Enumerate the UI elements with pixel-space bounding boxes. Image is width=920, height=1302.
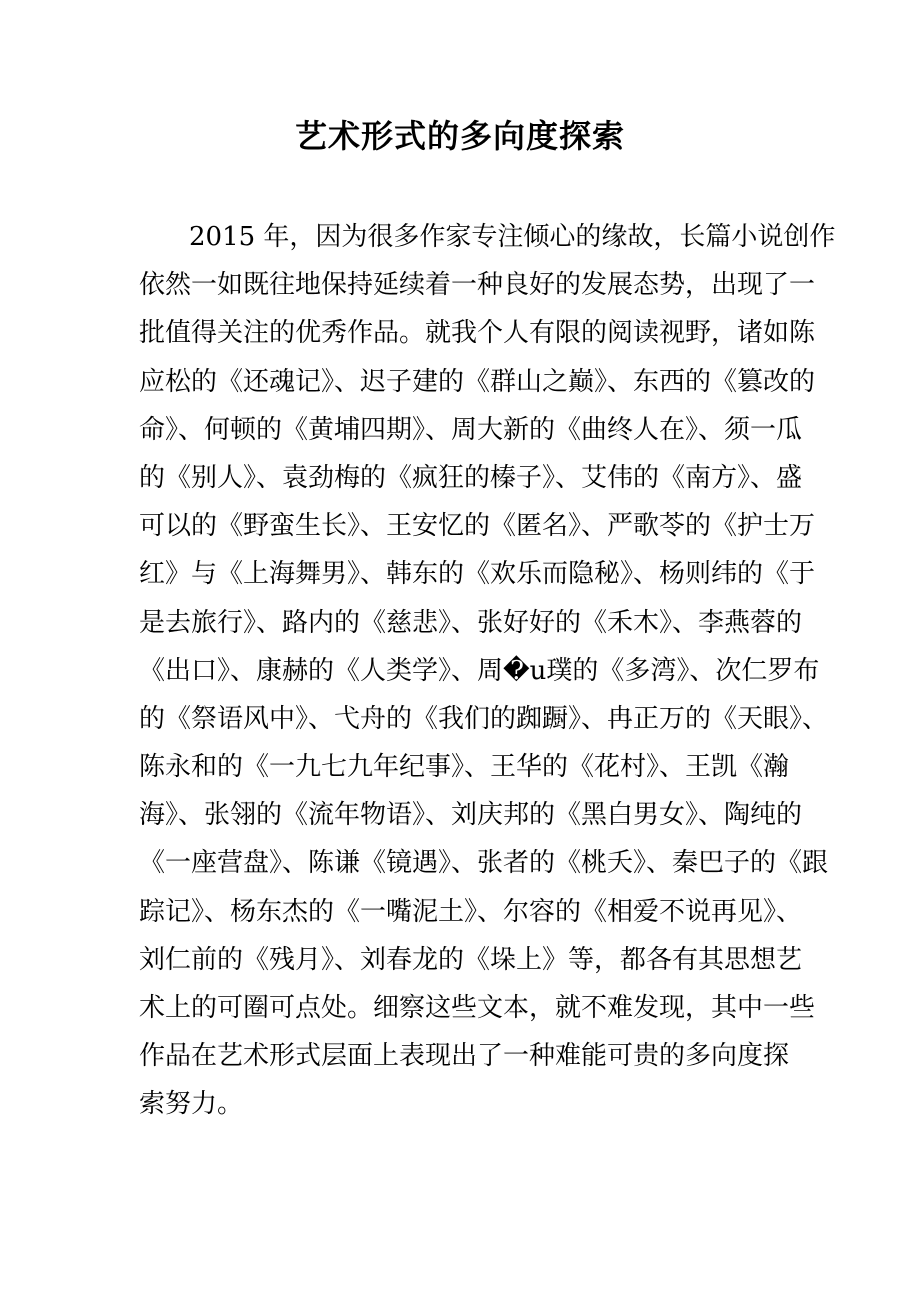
paragraph-line: 红》与《上海舞男》、韩东的《欢乐而隐秘》、杨则纬的《于: [139, 559, 816, 590]
paragraph-line: 踪记》、杨东杰的《一嘴泥土》、尔容的《相爱不说再见》、: [139, 896, 803, 927]
paragraph-line: 的《祭语风中》、弋舟的《我们的踟蹰》、冉正万的《天眼》、: [139, 703, 829, 734]
paragraph-line: 《一座营盘》、陈谦《镜遇》、张者的《桃夭》、秦巴子的《跟: [139, 848, 829, 879]
paragraph-line: 可以的《野蛮生长》、王安忆的《匿名》、严歌苓的《护士万: [139, 511, 816, 542]
paragraph-line: 术上的可圈可点处。细察这些文本，就不难发现，其中一些: [139, 993, 816, 1023]
paragraph-line: 《出口》、康赫的《人类学》、周�u璞的《多湾》、次仁罗布: [139, 655, 820, 686]
paragraph-line: 是去旅行》、路内的《慈悲》、张好好的《禾木》、李燕蓉的: [139, 607, 803, 638]
paragraph-line: 批值得关注的优秀作品。就我个人有限的阅读视野，诸如陈: [139, 318, 816, 349]
paragraph-line: 海》、张翎的《流年物语》、刘庆邦的《黑白男女》、陶纯的: [139, 800, 803, 831]
paragraph-line: 2015 年，因为很多作家专注倾心的缘故，长篇小说创作: [189, 222, 836, 252]
paragraph-line: 命》、何顿的《黄埔四期》、周大新的《曲终人在》、须一瓜: [139, 414, 803, 445]
paragraph-line: 的《别人》、袁劲梅的《疯狂的榛子》、艾伟的《南方》、盛: [139, 462, 803, 493]
paragraph-line: 作品在艺术形式层面上表现出了一种难能可贵的多向度探: [139, 1041, 790, 1072]
paragraph-line: 陈永和的《一九七九年纪事》、王华的《花村》、王凯《瀚: [139, 752, 790, 783]
paragraph-line: 索努力。: [139, 1089, 244, 1120]
body-paragraph: [139, 213, 836, 1129]
paragraph-line: 应松的《还魂记》、迟子建的《群山之巅》、东西的《篡改的: [139, 366, 816, 397]
document-title: 艺术形式的多向度探索: [294, 117, 625, 155]
paragraph-line: 刘仁前的《残月》、刘春龙的《垛上》等，都各有其思想艺: [139, 944, 803, 975]
paragraph-line: 依然一如既往地保持延续着一种良好的发展态势，出现了一: [139, 270, 816, 301]
